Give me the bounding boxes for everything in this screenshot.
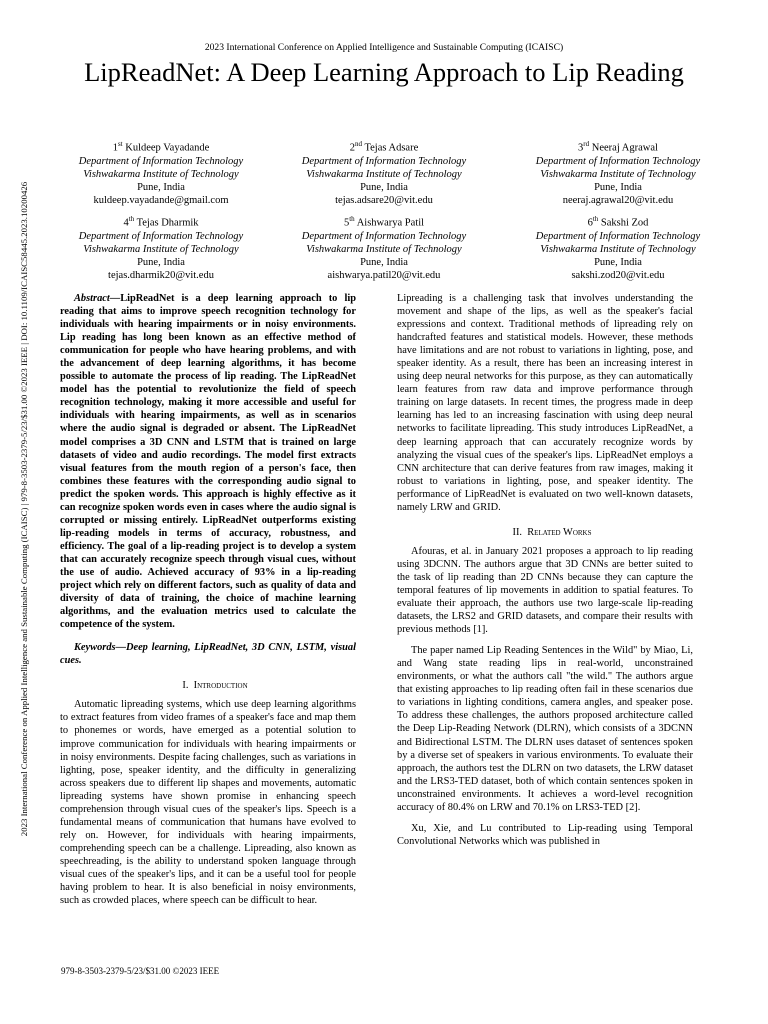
author-institute: Vishwakarma Institute of Technology [306, 243, 462, 255]
abstract [60, 292, 356, 631]
paper-title: LipReadNet: A Deep Learning Approach to Lip Reading [84, 57, 684, 87]
right-column [397, 292, 693, 848]
section-heading-related-works: II. Related Works [512, 526, 592, 538]
section-heading-introduction: I. Introduction [182, 680, 248, 692]
author-location: Pune, India [360, 257, 408, 269]
related-works-paragraph-2: The paper named Lip Reading Sentences in the Wild" by Miao, Li, and Wang state reading lips in real-world, unconstrained environments, or what the authors call "the wild." The authors argue that existing approaches to lip reading often fail in these scenarios due to variations in lighting conditions, camera angles, and speaker pose. To address these challenges, the authors proposed architecture called the Deep Lip-Reading Network (DLRN), which consists of a 3DCNN and Bidirectional LSTM. The DLRN uses dataset of sentences spoken by a diverse set of speakers in various environments. To evaluate their approach, the authors test the DLRN on two datasets, the LRW dataset and the LRS3-TED dataset, both of which contain sentences spoken in unconstrained environments. It achieves a word-level recognition accuracy of 80.4% on LRW and 70.1% on LRS3-TED [2]. [397, 645, 693, 813]
author-location: Pune, India [360, 182, 408, 194]
author-email[interactable]: sakshi.zod20@vit.edu [571, 270, 665, 282]
author-department: Department of Information Technology [78, 155, 244, 167]
author-department: Department of Information Technology [78, 230, 244, 242]
footer-copyright: 979-8-3503-2379-5/23/$31.00 ©2023 IEEE [61, 966, 220, 976]
author-email[interactable]: kuldeep.vayadande@gmail.com [93, 195, 229, 207]
conference-header: 2023 International Conference on Applied Intelligence and Sustainable Computing (ICAISC) [204, 42, 564, 53]
intro-paragraph-2: Lipreading is a challenging task that involves understanding the movement and shape of the lips, as well as the speaker's facial expressions and context. Traditional methods of lipreading rely on handcrafted features and statistical models. However, these methods have limitations and are not robust to variations in lighting, pose, and speaker identity. As a result, there has been an increasing interest in using deep neural networks for this purpose, as they can automatically learn features from raw data and improve performance through training on large datasets. In recent times, the progress made in deep learning has led to an increasing fascination with using deep neural networks to facilitate lipreading. This study introduces LipReadNet, a deep learning approach that can accurately recognize words by analyzing the visual cues of the speaker's lips. LipReadNet employs a CNN architecture that can derive features from raw images, making it robust to variations in lighting, pose, and speaker identity. The performance of LipReadNet is evaluated on two well-known datasets, namely LRW and GRID. [397, 293, 693, 513]
left-column [60, 292, 356, 907]
author-name: 1st Kuldeep Vayadande [112, 140, 210, 154]
author-department: Department of Information Technology [535, 230, 701, 242]
author-1 [46, 138, 276, 208]
author-institute: Vishwakarma Institute of Technology [83, 243, 239, 255]
author-email[interactable]: tejas.dharmik20@vit.edu [108, 270, 214, 282]
author-location: Pune, India [137, 257, 185, 269]
author-department: Department of Information Technology [301, 230, 467, 242]
author-email[interactable]: neeraj.agrawal20@vit.edu [562, 195, 674, 207]
author-department: Department of Information Technology [301, 155, 467, 167]
intro-paragraph-1: Automatic lipreading systems, which use deep learning algorithms to extract features from video frames of a speaker's face and map them to phonemes or words, have emerged as a potential solution to improve communication for individuals with hearing impairments or in noisy environments. Despite facing challenges, such as variations in lighting, pose, speaker identity, and the difficulty in generalizing across speakers due to different lip shapes and movements, automatic lipreading systems have shown promise in enhancing speech comprehension through visual cues of the speaker's lips. Speech is a fundamental means of communication that humans have evolved to rely on. However, for individuals with hearing impairments, comprehending speech can be a challenge. Lipreading, also known as speechreading, is the ability to understand spoken language through visual cues of the speaker's lips, and it can be a useful tool for people having problem to hear. It is also beneficial in noisy environments, such as crowded places, where speech can be difficult to hear. [60, 699, 356, 907]
author-location: Pune, India [137, 182, 185, 194]
author-name: 4th Tejas Dharmik [123, 215, 199, 229]
author-5 [269, 213, 499, 283]
abstract-text: —LipReadNet is a deep learning approach to lip reading that aims to improve speech recognition technology for individuals with hearing impairments or in noisy environments. Lip reading has long been known as an effective method of communication for people who have hearing problems, and with the advancement of deep learning algorithms, it has become possible to automate the process of lip reading. The LipReadNet model has the potential to revolutionize the field of speech recognition technology, making it more accessible and useful for individuals with hearing impairments, as well as in scenarios where the audio signal is degraded or absent. The LipReadNet model comprises a 3D CNN and LSTM that is trained on large datasets of video and audio recordings. The model first extracts visual features from the mouth region of a person's face, then combines these features with the corresponding audio signal to predict the spoken words. This approach is highly effective as it can recognize spoken words even in cases where the audio signal is corrupted or missing entirely. LipReadNet outperforms existing lip-reading models in terms of accuracy, robustness, and efficiency. The goal of a lip-reading project is to develop a system that can accurately recognize speech through visual cues, without the use of audio. Achieved accuracy of 93% in a lip-reading project which rely on different factors, such as quality of data and diversity of data of training, the choice of machine learning algorithms, and the evaluation metrics used to calculate the competence of the system. [60, 293, 356, 631]
keywords: Keywords—Deep learning, LipReadNet, 3D CNN, LSTM, visual cues. [60, 642, 356, 667]
author-name: 6th Sakshi Zod [587, 215, 649, 229]
author-3 [503, 138, 733, 208]
author-email[interactable]: aishwarya.patil20@vit.edu [327, 270, 441, 282]
author-institute: Vishwakarma Institute of Technology [540, 168, 696, 180]
author-name: 3rd Neeraj Agrawal [578, 140, 658, 154]
author-2 [269, 138, 499, 208]
author-email[interactable]: tejas.adsare20@vit.edu [335, 195, 433, 207]
author-location: Pune, India [594, 257, 642, 269]
author-location: Pune, India [594, 182, 642, 194]
author-institute: Vishwakarma Institute of Technology [540, 243, 696, 255]
abstract-label: Abstract [74, 293, 110, 304]
author-6 [503, 213, 733, 283]
author-name: 5th Aishwarya Patil [343, 215, 425, 229]
related-works-paragraph-1: Afouras, et al. in January 2021 proposes a approach to lip reading using 3DCNN. The authors argue that 3D CNNs are better suited to the task of lip reading than 2D CNNs because they can capture the temporal features of lip movements in addition to spatial features. To evaluate their approach, the authors use two large-scale lip-reading datasets, the LRS2 and GRID datasets, and compare their results with previous methods [1]. [397, 545, 693, 636]
author-4 [46, 213, 276, 283]
sidebar-citation: 2023 International Conference on Applied Intelligence and Sustainable Computing (ICAISC) | 979-8-3503-2379-5/23/$31.00 ©2023 IEEE | DOI: 10.1109/ICAISC58445.2023.10200426 [19, 181, 29, 837]
author-department: Department of Information Technology [535, 155, 701, 167]
author-name: 2nd Tejas Adsare [349, 140, 419, 154]
author-institute: Vishwakarma Institute of Technology [83, 168, 239, 180]
related-works-paragraph-3: Xu, Xie, and Lu contributed to Lip-reading using Temporal Convolutional Networks which was published in [397, 822, 693, 847]
author-institute: Vishwakarma Institute of Technology [306, 168, 462, 180]
